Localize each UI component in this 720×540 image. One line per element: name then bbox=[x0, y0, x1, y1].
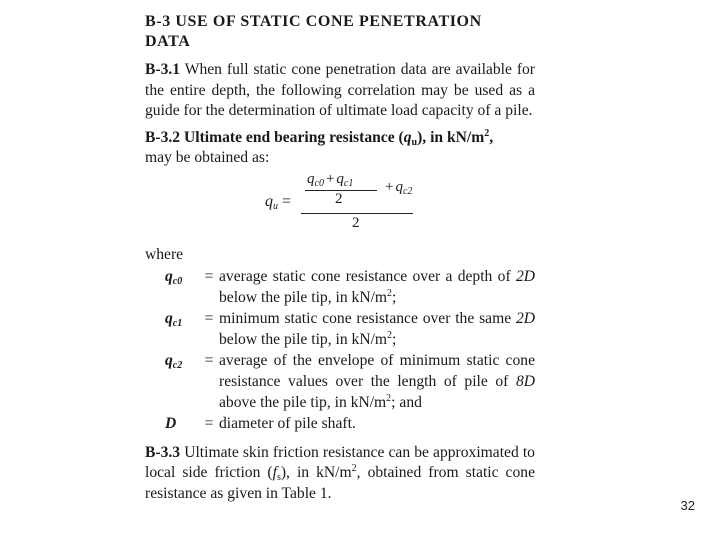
formula-outer-denominator: 2 bbox=[352, 214, 360, 231]
clause-number: B-3.3 bbox=[145, 443, 181, 461]
formula-inner-fraction bbox=[303, 171, 423, 211]
definition-item: D = diameter of pile shaft. bbox=[145, 414, 535, 435]
where-label: where bbox=[145, 245, 184, 263]
heading-line-1: B-3 USE OF STATIC CONE PENETRATION bbox=[145, 13, 482, 30]
end-bearing-formula bbox=[145, 170, 535, 239]
definition-text: diameter of pile shaft. bbox=[219, 415, 356, 433]
clause-continuation: may be obtained as: bbox=[145, 149, 270, 167]
definition-text: average of the envelope of minimum static cone resistance values over the length of pile of 8D above the pile tip, in $kN/m^2$; and bbox=[219, 352, 535, 411]
formula-inner-denominator: 2 bbox=[335, 190, 343, 207]
definition-symbol: $q_{c2}$ bbox=[165, 352, 183, 372]
formula-outer-bar bbox=[301, 213, 413, 214]
definition-text: minimum static cone resistance over the same 2D below the pile tip, in $kN/m^2$; bbox=[219, 310, 535, 348]
clause-number: B-3.1 bbox=[145, 61, 181, 78]
clause-title: Ultimate end bearing resistance $(q_u)$, in $kN/m^2$, bbox=[184, 127, 494, 148]
section-heading bbox=[145, 12, 535, 52]
heading-line-2: DATA bbox=[145, 33, 191, 50]
definition-symbol: D bbox=[165, 415, 177, 433]
definition-symbol: $q_{c1}$ bbox=[165, 310, 183, 330]
definition-item: $q_{c1}$ = minimum static cone resistance over the same 2D below the pile tip, in $kN/m^2$; bbox=[145, 309, 535, 350]
clause-number: B-3.2 bbox=[145, 128, 181, 146]
clause-b31 bbox=[145, 60, 535, 122]
definition-list bbox=[145, 267, 535, 435]
formula-plus-term: + $q_{c2}$ bbox=[385, 178, 413, 197]
definition-text: average static cone resistance over a depth of 2D below the pile tip, in $kN/m^2$; bbox=[219, 267, 535, 306]
page-number: 32 bbox=[680, 498, 695, 513]
clause-text: Ultimate skin friction resistance can be approximated to local side friction $(f_s)$, in $kN/m^2$, obtained from static cone resistance as given in Table 1. bbox=[145, 443, 535, 502]
formula-lhs: $q_u$ = bbox=[265, 192, 292, 212]
definition-item: $q_{c0}$ = average static cone resistance over a depth of 2D below the pile tip, in $kN/m^2$; bbox=[145, 267, 535, 308]
definition-symbol: $q_{c0}$ bbox=[165, 267, 183, 287]
document-page bbox=[145, 12, 535, 511]
definition-item: $q_{c2}$ = average of the envelope of minimum static cone resistance values over the length of pile of 8D above the pile tip, in $kN/m^2$; and bbox=[145, 351, 535, 413]
formula-inner-numerator: $q_{c0} + q_{c1}$ bbox=[307, 170, 354, 189]
clause-b33 bbox=[145, 443, 535, 505]
clause-text: When full static cone penetration data are available for the entire depth, the following correlation may be used as a guide for the determination of ultimate load capacity of a pile. bbox=[145, 61, 535, 120]
clause-b32 bbox=[145, 128, 535, 169]
